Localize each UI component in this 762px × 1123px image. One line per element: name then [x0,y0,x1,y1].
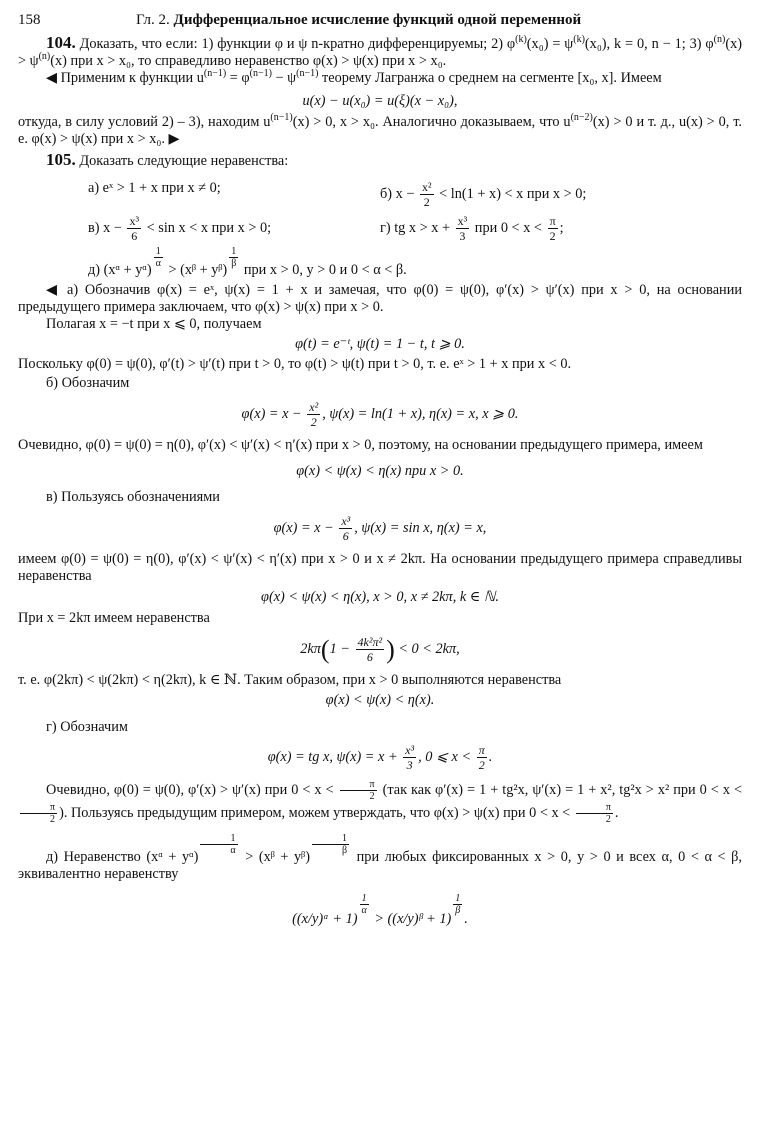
inequalities-row-1 [18,176,742,209]
problem-105: 105. Доказать следующие неравенства: [46,150,289,169]
page-number: 158 [18,12,41,28]
solution-104-cont: откуда, в силу условий 2) – 3), находим $u^{(n-1)}(x) > 0$, x > x₀. Аналогично доказываем, что $u^{(n-2)}(x) > 0$ и т. д., u(x) > 0, т. е. φ(x) > ψ(x) при x > x₀. ▶ [18,112,742,147]
formula-b-result: φ(x) < ψ(x) < η(x) при x > 0. [296,463,464,479]
inequality-v: в) x − $\frac{\text{x³}}{6}$ < sin x < x при x > 0; [88,214,272,243]
formula-v: φ(x) = x − $\frac{\text{x³}}{6}$ , ψ(x) = sin x, η(x) = x, [273,514,487,543]
formula-lagrange: u(x) − u(x₀) = u(ξ)(x − x₀), [302,93,458,109]
running-title: Гл. 2. Дифференциальное исчисление функций одной переменной [136,12,582,28]
solution-v-text: имеем φ(0) = ψ(0) = η(0), φ′(x) < ψ′(x) < η′(x) при x > 0 и x ≠ 2kπ. На основании предыдущего примера справедливы неравенства [18,551,742,584]
solution-b: б) Обозначим [46,375,130,391]
document-page [18,8,742,928]
formula-a: φ(t) = e⁻ᵗ, ψ(t) = 1 − t, t ⩾ 0. [295,336,465,352]
formula-v-result: φ(x) < ψ(x) < η(x), x > 0, x ≠ 2kπ, k ∈ ℕ. [261,589,499,605]
solution-end-icon: ▶ [168,131,180,147]
solution-a-conclusion: Поскольку φ(0) = ψ(0), φ′(t) > ψ′(t) при t > 0, то φ(t) > ψ(t) при t > 0, т. е. eˣ > 1 + x при x < 0. [18,356,572,372]
solution-v: в) Пользуясь обозначениями [46,489,220,505]
solution-g-text: Очевидно, φ(0) = ψ(0), φ′(x) > ψ′(x) при 0 < x < $\frac{\pi}{2}$ (так как φ′(x) = 1 + tg²x, ψ′(x) = 1 + x², tg²x > x² при 0 < x < $\frac{\pi}{2}$ ). Пользуясь предыдущим примером, можем утверждать, что φ(x) > ψ(x) при 0 < x < $\frac{\pi}{2}$ . [18,779,742,825]
solution-g: г) Обозначим [46,719,128,735]
solution-a: ◀ а) Обозначив φ(x) = eˣ, ψ(x) = 1 + x и замечая, что φ(0) = ψ(0), φ′(x) > ψ′(x) при x > 0, на основании предыдущего примера заключаем, что φ(x) > ψ(x) при x > 0. [18,282,742,315]
problem-104: 104. Доказать, что если: 1) функции φ и ψ n-кратно дифференцируемы; 2) $\varphi^{(k)}(x_0) = \psi^{(k)}(x_0)$, k = 0, n − 1; 3) $\varphi^{(n)}(x) > \psi^{(n)}(x)$ при x > x₀, то справедливо неравенство φ(x) > ψ(x) при x > x₀. [18,33,742,69]
formula-b: φ(x) = x − $\frac{\text{x²}}{2}$ , ψ(x) = ln(1 + x), η(x) = x, x ⩾ 0. [241,400,519,429]
chapter-title: Дифференциальное исчисление функций одной переменной [173,12,582,28]
solution-start-icon: ◀ [46,282,61,298]
inequality-a: а) eˣ > 1 + x при x ≠ 0; [88,180,221,196]
inequality-d: д) (xᵅ + yᵅ) $\frac{1}{\alpha}$ > (xᵝ + yᵝ) $\frac{1}{\beta}$ при x > 0, y > 0 и 0 < α < β. [88,246,407,278]
solution-d: д) Неравенство (xᵅ + yᵅ) $\frac{1}{\alpha}$ > (xᵝ + yᵝ) $\frac{1}{\beta}$ при любых фиксированных x > 0, y > 0 и всех α, 0 < α < β, эквивалентно неравенству [18,833,743,882]
inequalities-row-2 [18,210,742,243]
formula-g: φ(x) = tg x, ψ(x) = x + $\frac{\text{x³}}{3}$ , 0 ⩽ x < $\frac{\pi}{2}$ . [267,743,493,772]
solution-v-text-2: При x = 2kπ имеем неравенства [18,610,210,626]
problem-number: 105. [46,150,76,169]
page-header [18,8,742,34]
inequality-g: г) tg x > x + $\frac{\text{x³}}{3}$ при 0 < x < $\frac{\pi}{2}$ ; [380,214,564,243]
solution-v-text-3: т. е. φ(2kπ) < ψ(2kπ) < η(2kπ), k ∈ ℕ. Таким образом, при x > 0 выполняются неравенства [18,672,562,688]
solution-a-substitution: Полагая x = −t при x ⩽ 0, получаем [46,316,262,332]
formula-v-final: φ(x) < ψ(x) < η(x). [325,692,435,708]
problem-number: 104. [46,33,76,52]
solution-start-icon: ◀ [46,70,57,86]
formula-d: ((x/y)ᵅ + 1) $\frac{1}{\alpha}$ > ((x/y)ᵝ + 1) $\frac{1}{\beta}$ . [292,893,468,927]
inequality-b: б) x − $\frac{\text{x²}}{2}$ < ln(1 + x) < x при x > 0; [380,180,587,209]
formula-v-2kpi: 2kπ(1 − $\frac{\text{4k²π²}}{6}$ ) < 0 < 2kπ, [300,635,460,664]
solution-104: ◀ Применим к функции $u^{(n-1)} = \varphi^{(n-1)} - \psi^{(n-1)}$ теорему Лагранжа о среднем на сегменте [x₀, x]. Имеем [46,68,662,86]
solution-b-text: Очевидно, φ(0) = ψ(0) = η(0), φ′(x) < ψ′(x) < η′(x) при x > 0, поэтому, на основании предыдущего примера, имеем [18,437,703,453]
inequalities-row-3 [18,242,742,278]
